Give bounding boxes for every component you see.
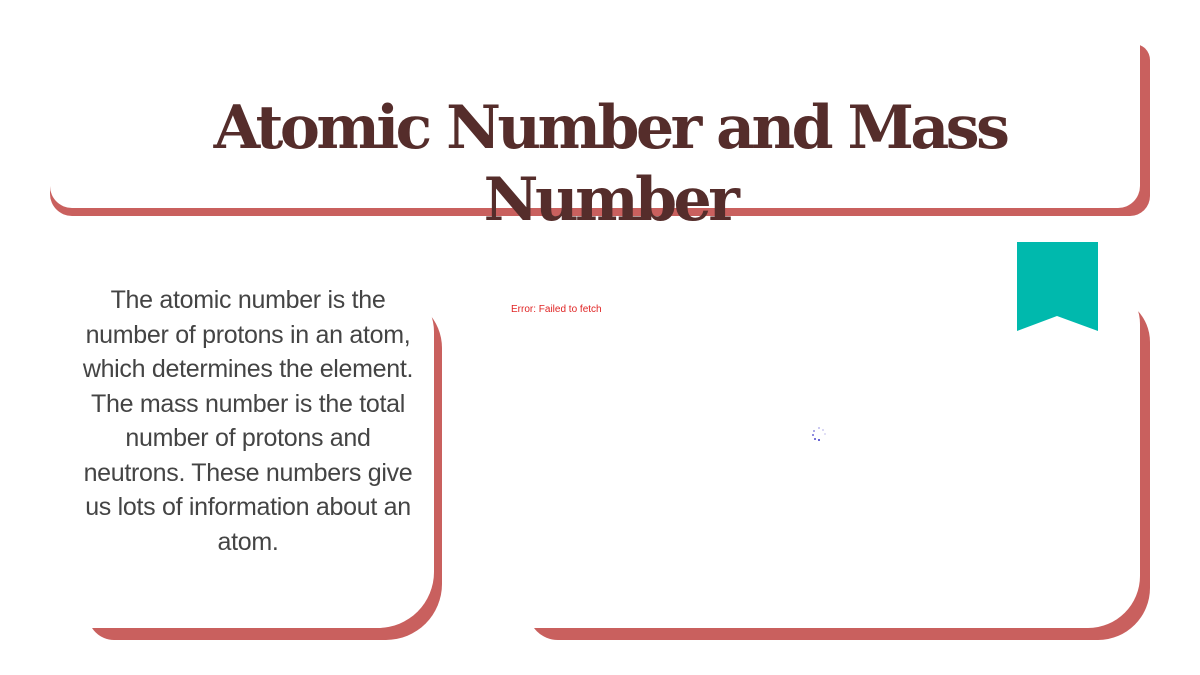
body-paragraph: The atomic number is the number of protons in an atom, which determines the element. The mass number is the total number of protons and neutrons. These numbers give us lots of information about an atom. xyxy=(82,286,414,556)
slide-title: Atomic Number and Mass Number xyxy=(213,93,1007,235)
embed-error-message: Error: Failed to fetch xyxy=(511,304,602,315)
loading-spinner-icon xyxy=(812,427,826,441)
bookmark-ribbon-icon xyxy=(1017,242,1098,332)
